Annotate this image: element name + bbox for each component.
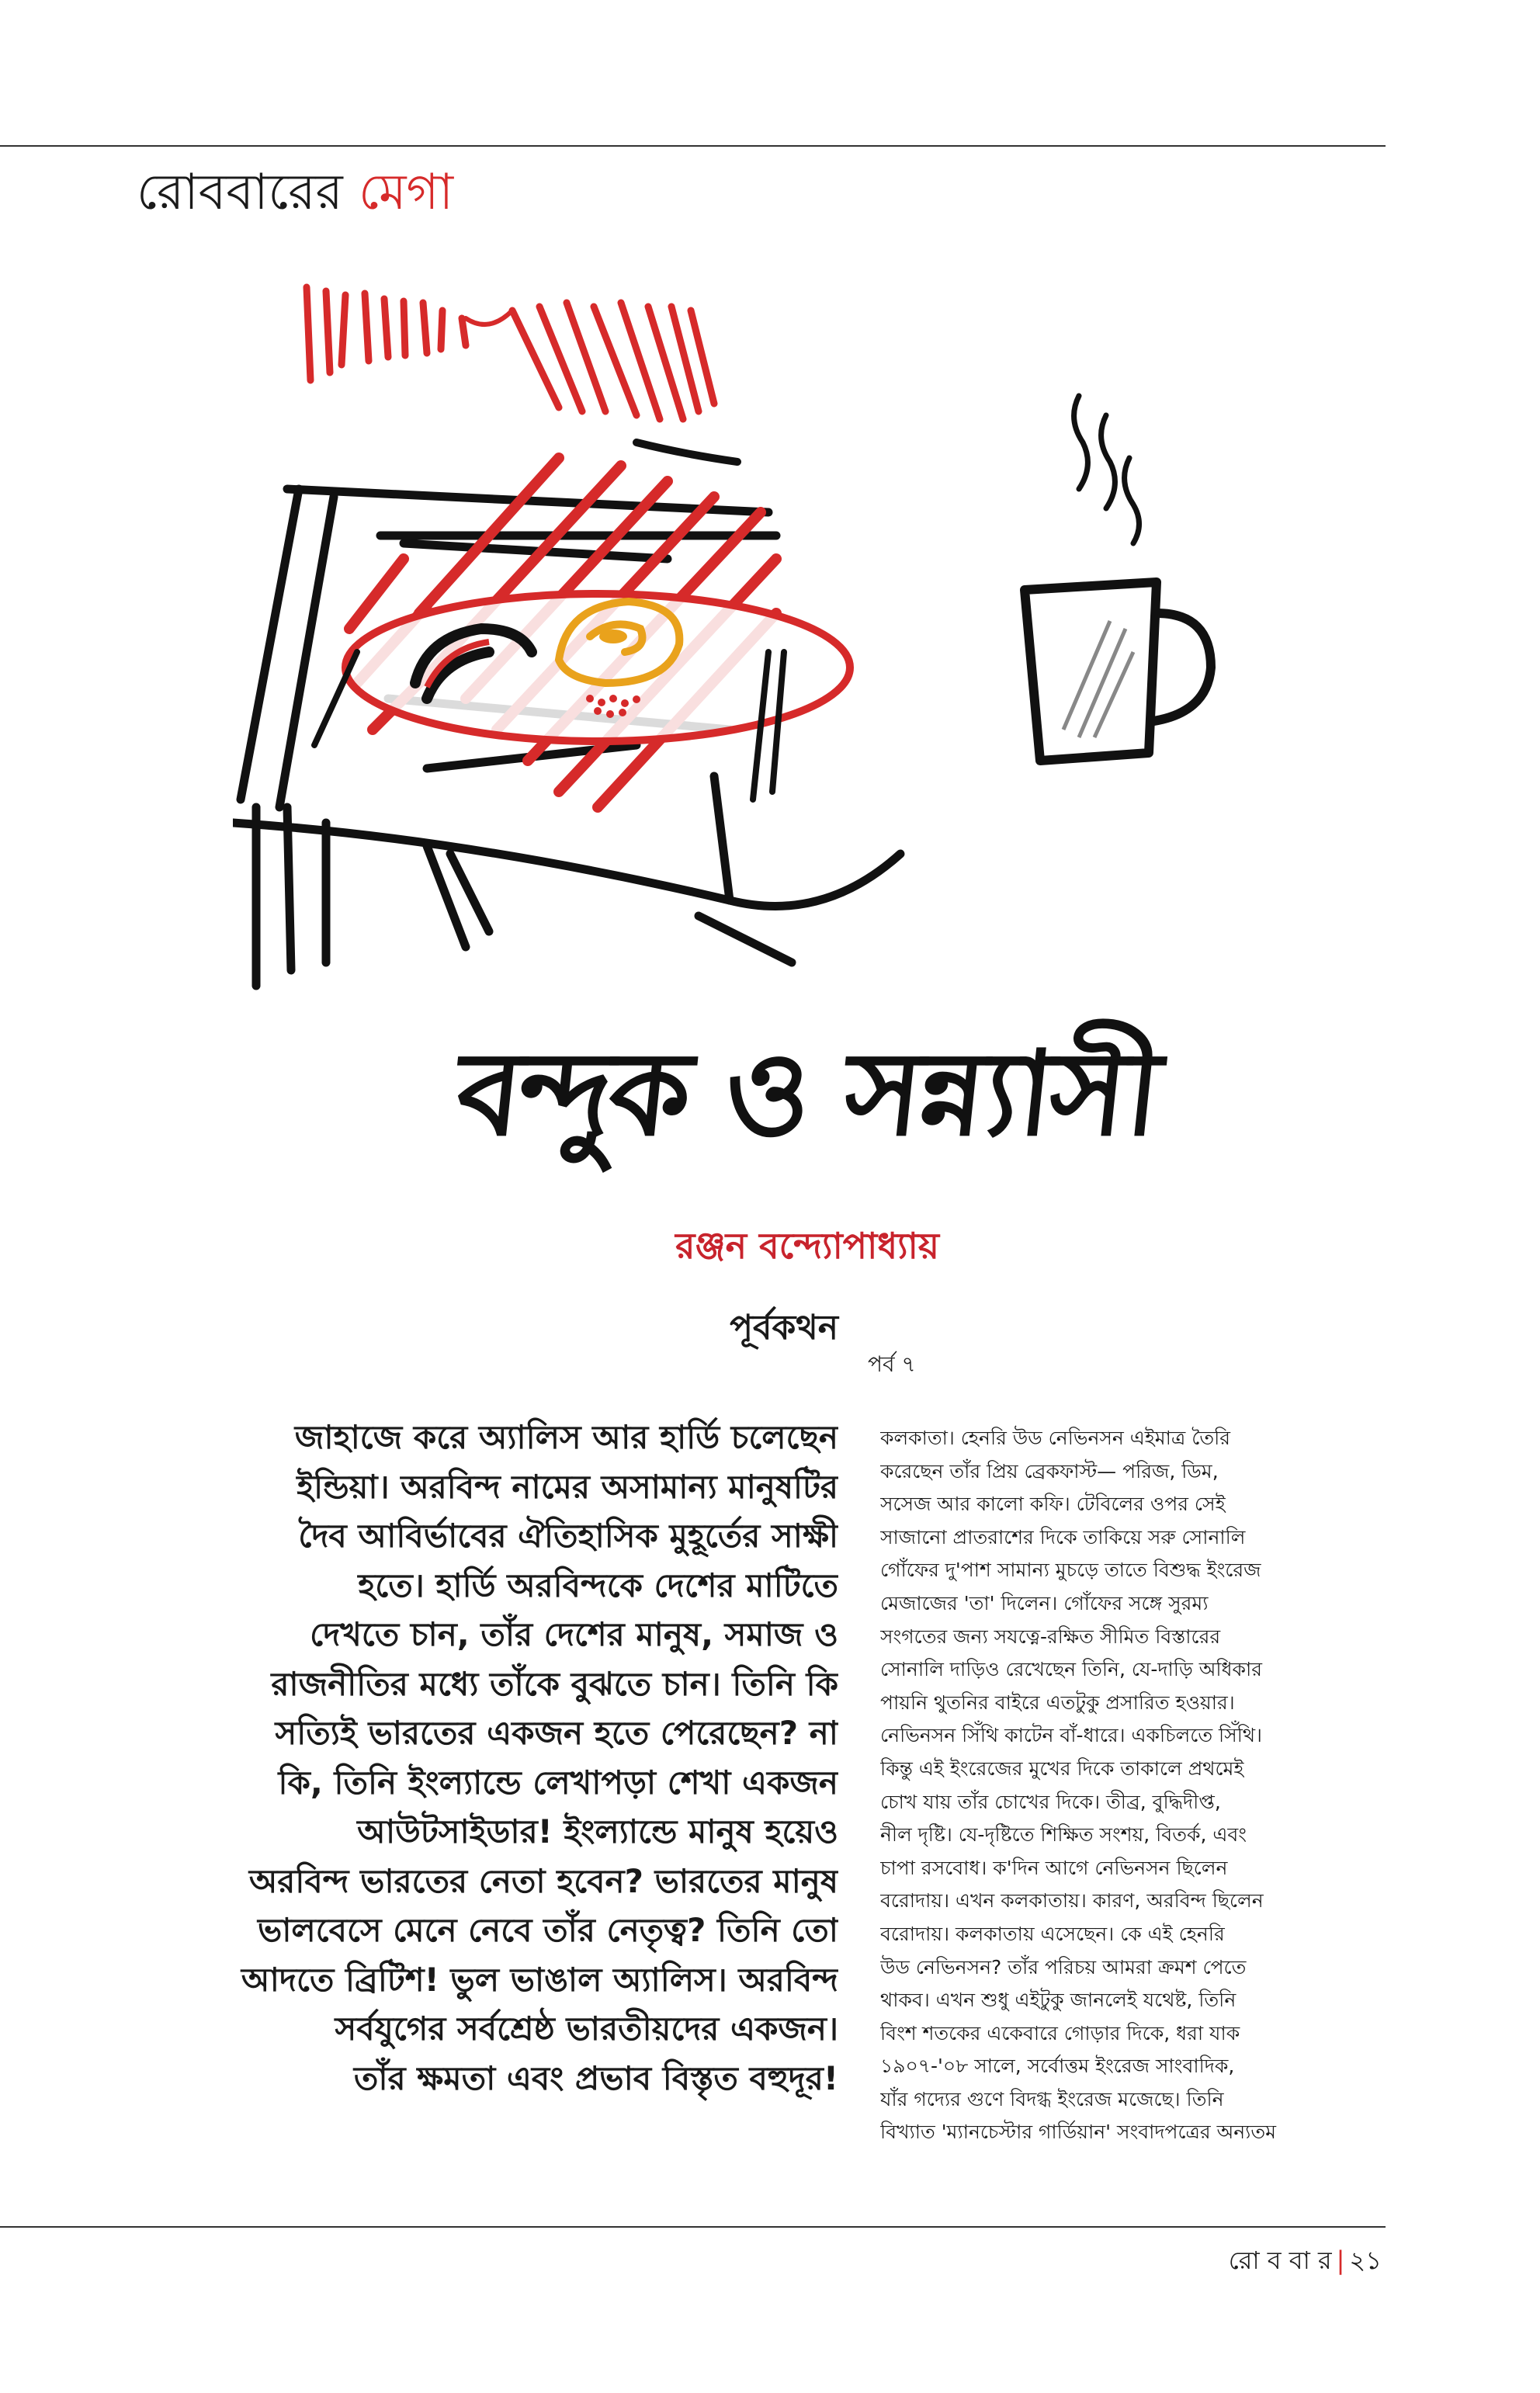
curtain-sketch (307, 287, 714, 419)
breakfast-table-illustration (233, 264, 1242, 994)
footer-magazine-name: রো ব বা র (1228, 2246, 1332, 2275)
intro-line: তাঁর ক্ষমতা এবং প্রভাব বিস্তৃত বহুদূর! (353, 2058, 838, 2097)
body-line: পায়নি থুতনির বাইরে এতটুকু প্রসারিত হওয়ার। (880, 1691, 1235, 1714)
section-title-accent: মেগা (359, 164, 454, 221)
body-line: গোঁফের দু'পাশ সামান্য মুচড়ে তাতে বিশুদ্ধ ইংরেজ (880, 1559, 1261, 1582)
footer-separator: | (1336, 2246, 1345, 2275)
section-title (137, 161, 453, 224)
body-line: সংগতের জন্য সযত্নে-রক্ষিত সীমিত বিস্তারের (880, 1625, 1221, 1648)
curtain-rod (636, 442, 737, 462)
body-line: চাপা রসবোধ। ক'দিন আগে নেভিনসন ছিলেন (880, 1856, 1228, 1879)
body-line: নীল দৃষ্টি। যে-দৃষ্টিতে শিক্ষিত সংশয়, বিতর্ক, এবং (880, 1823, 1247, 1847)
body-line: মেজাজের 'তা' দিলেন। গোঁফের সঙ্গে সুরম্য (880, 1591, 1209, 1614)
intro-line: জাহাজে করে অ্যালিস আর হার্ডি চলেছেন (294, 1418, 838, 1456)
body-line: সাজানো প্রাতরাশের দিকে তাকিয়ে সরু সোনালি (880, 1525, 1246, 1549)
body-line: করেছেন তাঁর প্রিয় ব্রেকফাস্ট— পরিজ, ডিম, (880, 1459, 1219, 1483)
intro-line: আদতে ব্রিটিশ! ভুল ভাঙাল অ্যালিস। অরবিন্দ (241, 1960, 838, 1999)
intro-line: সর্বযুগের সর্বশ্রেষ্ঠ ভারতীয়দের একজন। (335, 2010, 838, 2048)
section-title-main: রোববারের (137, 164, 343, 221)
body-line: সসেজ আর কালো কফি। টেবিলের ওপর সেই (880, 1493, 1226, 1516)
episode-label: পর্ব ৭ (868, 1351, 916, 1377)
intro-line: অরবিন্দ ভারতের নেতা হবেন? ভারতের মানুষ (248, 1861, 838, 1900)
page-number: ২১ (1349, 2246, 1382, 2275)
intro-heading: পূর্বকথন (730, 1308, 838, 1347)
body-line: উড নেভিনসন? তাঁর পরিচয় আমরা ক্রমশ পেতে (880, 1955, 1247, 1979)
article-headline: বন্দুক ও সন্ন্যাসী (450, 1027, 1164, 1162)
body-line: কিন্তু এই ইংরেজের মুখের দিকে তাকালে প্রথমেই (880, 1757, 1244, 1780)
intro-line: দৈব আবির্ভাবের ঐতিহাসিক মুহূর্তের সাক্ষী (298, 1517, 838, 1555)
body-line: ১৯০৭-'০৮ সালে, সর্বোত্তম ইংরেজ সাংবাদিক, (880, 2055, 1235, 2078)
intro-line: ভালবেসে মেনে নেবে তাঁর নেতৃত্ব? তিনি তো (257, 1911, 838, 1949)
body-line: চোখ যায় তাঁর চোখের দিকে। তীব্র, বুদ্ধিদীপ্ত, (880, 1790, 1221, 1813)
article-body (880, 1422, 1369, 2149)
intro-line: রাজনীতির মধ্যে তাঁকে বুঝতে চান। তিনি কি (271, 1664, 838, 1703)
body-line: কলকাতা। হেনরি উড নেভিনসন এইমাত্র তৈরি (880, 1427, 1231, 1449)
body-line: বিংশ শতকের একেবারে গোড়ার দিকে, ধরা যাক (880, 2021, 1240, 2044)
intro-line: হতে। হার্ডি অরবিন্দকে দেশের মাটিতে (358, 1566, 838, 1604)
intro-line: দেখতে চান, তাঁর দেশের মানুষ, সমাজ ও (310, 1615, 838, 1653)
body-line: বিখ্যাত 'ম্যানচেস্টার গার্ডিয়ান' সংবাদপত্রের অন্যতম (880, 2121, 1277, 2144)
body-line: বরোদায়। এখন কলকাতায়। কারণ, অরবিন্দ ছিলেন (880, 1889, 1264, 1913)
top-rule (0, 145, 1386, 147)
body-line: থাকব। এখন শুধু এইটুকু জানলেই যথেষ্ট, তিনি (880, 1989, 1237, 2012)
intro-line: ইন্ডিয়া। অরবিন্দ নামের অসামান্য মানুষটির (297, 1467, 838, 1506)
intro-line: সত্যিই ভারতের একজন হতে পেরেছেন? না (275, 1714, 838, 1752)
mug-sketch (1025, 582, 1211, 761)
body-line: বরোদায়। কলকাতায় এসেছেন। কে এই হেনরি (880, 1922, 1225, 1945)
page-footer (1195, 2243, 1382, 2277)
bottom-rule (0, 2226, 1386, 2228)
intro-summary (132, 1413, 838, 2103)
steam-sketch (1074, 396, 1139, 543)
body-line: সোনালি দাড়িও রেখেছেন তিনি, যে-দাড়ি অধিকার (880, 1658, 1263, 1681)
intro-line: কি, তিনি ইংল্যান্ডে লেখাপড়া শেখা একজন (278, 1763, 838, 1802)
body-line: যাঁর গদ্যের গুণে বিদগ্ধ ইংরেজ মজেছে। তিনি (880, 2087, 1224, 2110)
article-author: রঞ্জন বন্দ্যোপাধ্যায় (675, 1225, 939, 1267)
intro-line: আউটসাইডার! ইংল্যান্ডে মানুষ হয়েও (357, 1812, 838, 1850)
body-line: নেভিনসন সিঁথি কাটেন বাঁ-ধারে। একচিলতে সিঁথি। (880, 1724, 1262, 1747)
